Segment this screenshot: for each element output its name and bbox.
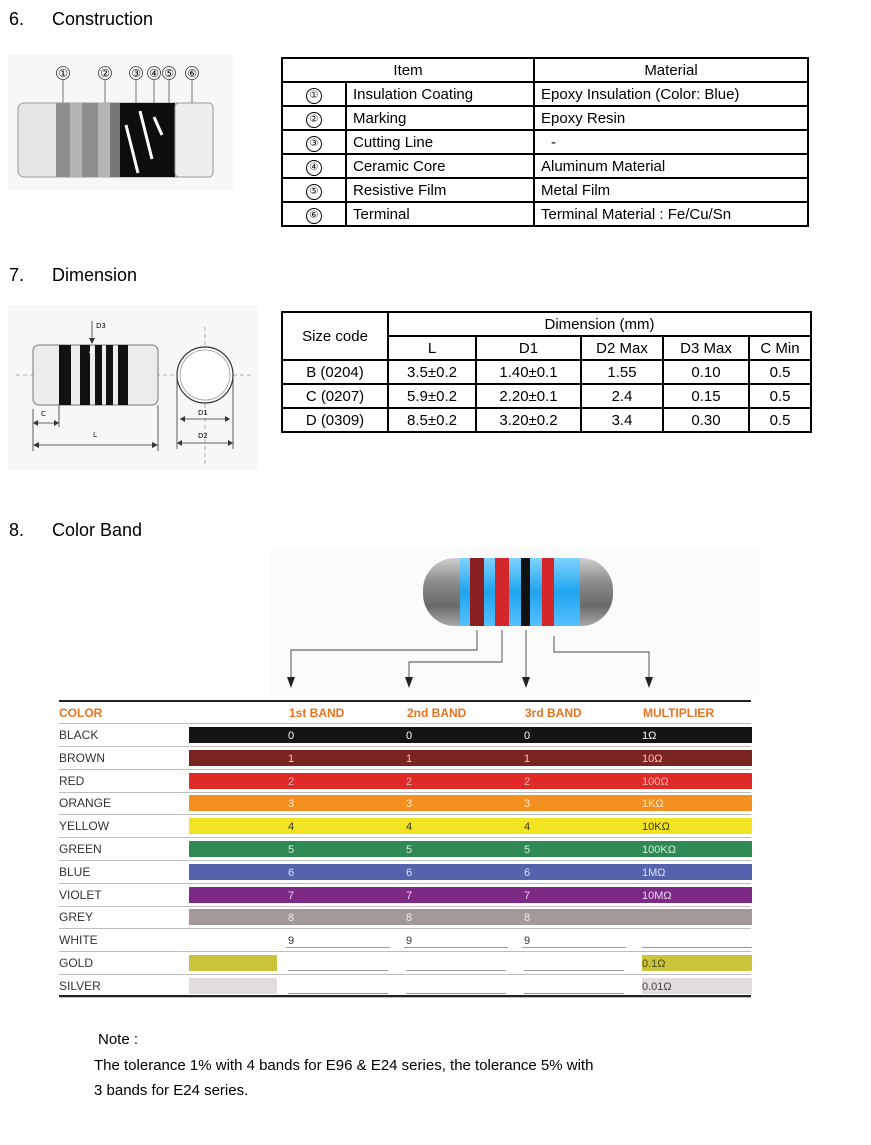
row-material: Epoxy Resin [534, 106, 808, 130]
color-name: BROWN [59, 750, 105, 765]
multiplier-value: 1Ω [642, 730, 657, 742]
table-row [59, 906, 751, 929]
band3-digit: 3 [524, 798, 531, 811]
blank-underline [406, 970, 506, 971]
multiplier-value: 100Ω [642, 775, 669, 788]
row-item: Resistive Film [346, 178, 534, 202]
row-number: ④ [306, 160, 322, 176]
cell-d2: 3.4 [581, 408, 663, 432]
table-row [282, 130, 808, 154]
label-l: L [93, 431, 97, 439]
band3-digit: 9 [524, 935, 531, 948]
table-row [59, 884, 751, 907]
cell-d1: 2.20±0.1 [476, 384, 581, 408]
row-number: ⑥ [306, 208, 322, 224]
row-item: Insulation Coating [346, 82, 534, 106]
section-title-text: Dimension [52, 265, 138, 285]
color-name: GOLD [59, 956, 94, 970]
band2-digit: 3 [406, 798, 413, 811]
row-material: Epoxy Insulation (Color: Blue) [534, 82, 808, 106]
multiplier-value: 0.1Ω [642, 958, 666, 970]
row-item: Marking [346, 106, 534, 130]
blank-underline [524, 970, 624, 971]
color-swatch [189, 795, 752, 811]
band2-digit: 7 [406, 889, 413, 902]
band1-digit: 0 [288, 730, 295, 742]
color-name: YELLOW [59, 819, 110, 834]
blank-underline [406, 993, 506, 994]
header-color: COLOR [59, 706, 103, 720]
cell-d3: 0.15 [663, 384, 749, 408]
cell-d2: 2.4 [581, 384, 663, 408]
size-code: B (0204) [282, 360, 388, 384]
cell-c: 0.5 [749, 360, 811, 384]
cell-c: 0.5 [749, 408, 811, 432]
row-number: ② [306, 112, 322, 128]
column-header: L [388, 336, 476, 360]
table-row [282, 360, 811, 384]
color-name: GREEN [59, 842, 102, 856]
note-line-2: 3 bands for E24 series. [94, 1082, 249, 1099]
blank-underline [404, 947, 508, 948]
blank-underline [288, 970, 388, 971]
section-number: 6. [9, 9, 25, 29]
construction-table [281, 57, 809, 227]
row-material: Terminal Material : Fe/Cu/Sn [534, 202, 808, 226]
multiplier-value: 1KΩ [642, 798, 664, 811]
color-name: WHITE [59, 933, 98, 948]
label-d3: D3 [96, 322, 106, 330]
band1-digit: 1 [288, 752, 295, 765]
color-swatch [189, 864, 752, 880]
color-name: GREY [59, 910, 94, 925]
band3-digit: 7 [524, 889, 531, 902]
dimension-table [281, 311, 812, 433]
band2-digit: 2 [406, 775, 413, 788]
band3-digit: 4 [524, 821, 531, 834]
header-material: Material [534, 58, 808, 82]
section-title-color-band [9, 519, 142, 541]
section-number: 8. [9, 520, 25, 540]
table-row [59, 838, 751, 861]
table-row [59, 815, 751, 838]
column-header: C Min [749, 336, 811, 360]
band2-digit: 5 [406, 844, 413, 856]
band1-digit: 5 [288, 844, 295, 856]
table-row [282, 202, 808, 226]
callout-6: ⑥ [187, 67, 197, 80]
callout-1: ① [58, 67, 68, 80]
multiplier-value: 0.01Ω [642, 980, 672, 993]
row-material: Metal Film [534, 178, 808, 202]
column-header: D3 Max [663, 336, 749, 360]
multiplier-value: 10MΩ [642, 889, 672, 902]
color-name: SILVER [59, 978, 101, 993]
column-header: D2 Max [581, 336, 663, 360]
band3-digit: 2 [524, 775, 531, 788]
cell-d1: 3.20±0.2 [476, 408, 581, 432]
table-row [59, 747, 751, 770]
section-title-text: Construction [52, 9, 154, 29]
band2-digit: 1 [406, 752, 413, 765]
cell-l: 5.9±0.2 [388, 384, 476, 408]
band1-digit: 8 [288, 912, 295, 925]
callout-3: ③ [131, 67, 141, 80]
table-row [59, 792, 751, 815]
row-item: Cutting Line [346, 130, 534, 154]
header-2nd-band: 2nd BAND [407, 706, 467, 720]
header-1st-band: 1st BAND [289, 706, 345, 720]
cell-d3: 0.10 [663, 360, 749, 384]
table-bottom-rule [59, 995, 751, 997]
table-row [282, 408, 811, 432]
cell-l: 3.5±0.2 [388, 360, 476, 384]
callout-2: ② [100, 67, 110, 80]
dimension-diagram [8, 305, 258, 470]
header-3rd-band: 3rd BAND [525, 706, 582, 720]
color-swatch [189, 750, 752, 766]
section-title-dimension [9, 264, 137, 286]
color-swatch [189, 909, 752, 925]
blank-underline [524, 993, 624, 994]
note-label: Note : [98, 1031, 139, 1048]
band2-digit: 0 [406, 730, 413, 742]
band1-digit: 7 [288, 889, 295, 902]
table-row [59, 724, 751, 747]
size-code: D (0309) [282, 408, 388, 432]
band3-digit: 8 [524, 912, 531, 925]
cell-d2: 1.55 [581, 360, 663, 384]
color-swatch [189, 727, 752, 743]
header-multiplier: MULTIPLIER [643, 706, 715, 720]
table-row [59, 861, 751, 884]
row-number: ① [306, 88, 322, 104]
label-c: C [41, 410, 46, 418]
table-row [282, 82, 808, 106]
table-row [59, 770, 751, 793]
band1-digit: 3 [288, 798, 295, 811]
callout-4: ④ [149, 67, 159, 80]
color-swatch [189, 955, 277, 971]
color-swatch [189, 978, 277, 994]
construction-diagram [8, 55, 233, 190]
table-row [282, 154, 808, 178]
band1-digit: 4 [288, 821, 295, 834]
row-number: ⑤ [306, 184, 322, 200]
multiplier-value: 100KΩ [642, 844, 676, 856]
section-title-construction [9, 8, 153, 30]
band3-digit: 1 [524, 752, 531, 765]
table-row [282, 178, 808, 202]
color-name: BLACK [59, 728, 99, 742]
color-band-resistor-diagram [270, 548, 760, 696]
multiplier-value: 1MΩ [642, 866, 666, 879]
multiplier-value: 10Ω [642, 752, 663, 765]
label-d2: D2 [198, 432, 208, 440]
section-title-text: Color Band [52, 520, 143, 540]
cell-c: 0.5 [749, 384, 811, 408]
multiplier-value: 10KΩ [642, 821, 670, 834]
color-name: VIOLET [59, 887, 102, 902]
row-material: Aluminum Material [534, 154, 808, 178]
cell-d1: 1.40±0.1 [476, 360, 581, 384]
band1-digit: 9 [288, 935, 295, 948]
table-row [282, 384, 811, 408]
cell-l: 8.5±0.2 [388, 408, 476, 432]
band3-digit: 0 [524, 730, 531, 742]
table-row [282, 106, 808, 130]
band2-digit: 6 [406, 866, 413, 879]
section-number: 7. [9, 265, 25, 285]
header-dimension-group: Dimension (mm) [388, 312, 811, 336]
blank-underline [286, 947, 390, 948]
row-number: ③ [306, 136, 322, 152]
color-name: RED [59, 773, 85, 788]
row-material: - [534, 130, 808, 154]
column-header: D1 [476, 336, 581, 360]
band2-digit: 9 [406, 935, 413, 948]
row-item: Ceramic Core [346, 154, 534, 178]
header-size-code: Size code [282, 312, 388, 360]
callout-5: ⑤ [164, 67, 174, 80]
table-top-rule [59, 700, 751, 702]
band3-digit: 5 [524, 844, 531, 856]
table-row [59, 929, 751, 952]
band2-digit: 4 [406, 821, 413, 834]
row-item: Terminal [346, 202, 534, 226]
blank-underline [522, 947, 626, 948]
blank-underline [288, 993, 388, 994]
cell-d3: 0.30 [663, 408, 749, 432]
size-code: C (0207) [282, 384, 388, 408]
band1-digit: 6 [288, 866, 295, 879]
blank-underline [642, 947, 752, 948]
color-name: ORANGE [59, 796, 112, 811]
band2-digit: 8 [406, 912, 413, 925]
band3-digit: 6 [524, 866, 531, 879]
header-item: Item [282, 58, 534, 82]
table-row [59, 952, 751, 975]
band1-digit: 2 [288, 775, 295, 788]
color-name: BLUE [59, 864, 91, 879]
label-d1: D1 [198, 409, 208, 417]
note-line-1: The tolerance 1% with 4 bands for E96 & E24 series, the tolerance 5% with [94, 1057, 594, 1074]
